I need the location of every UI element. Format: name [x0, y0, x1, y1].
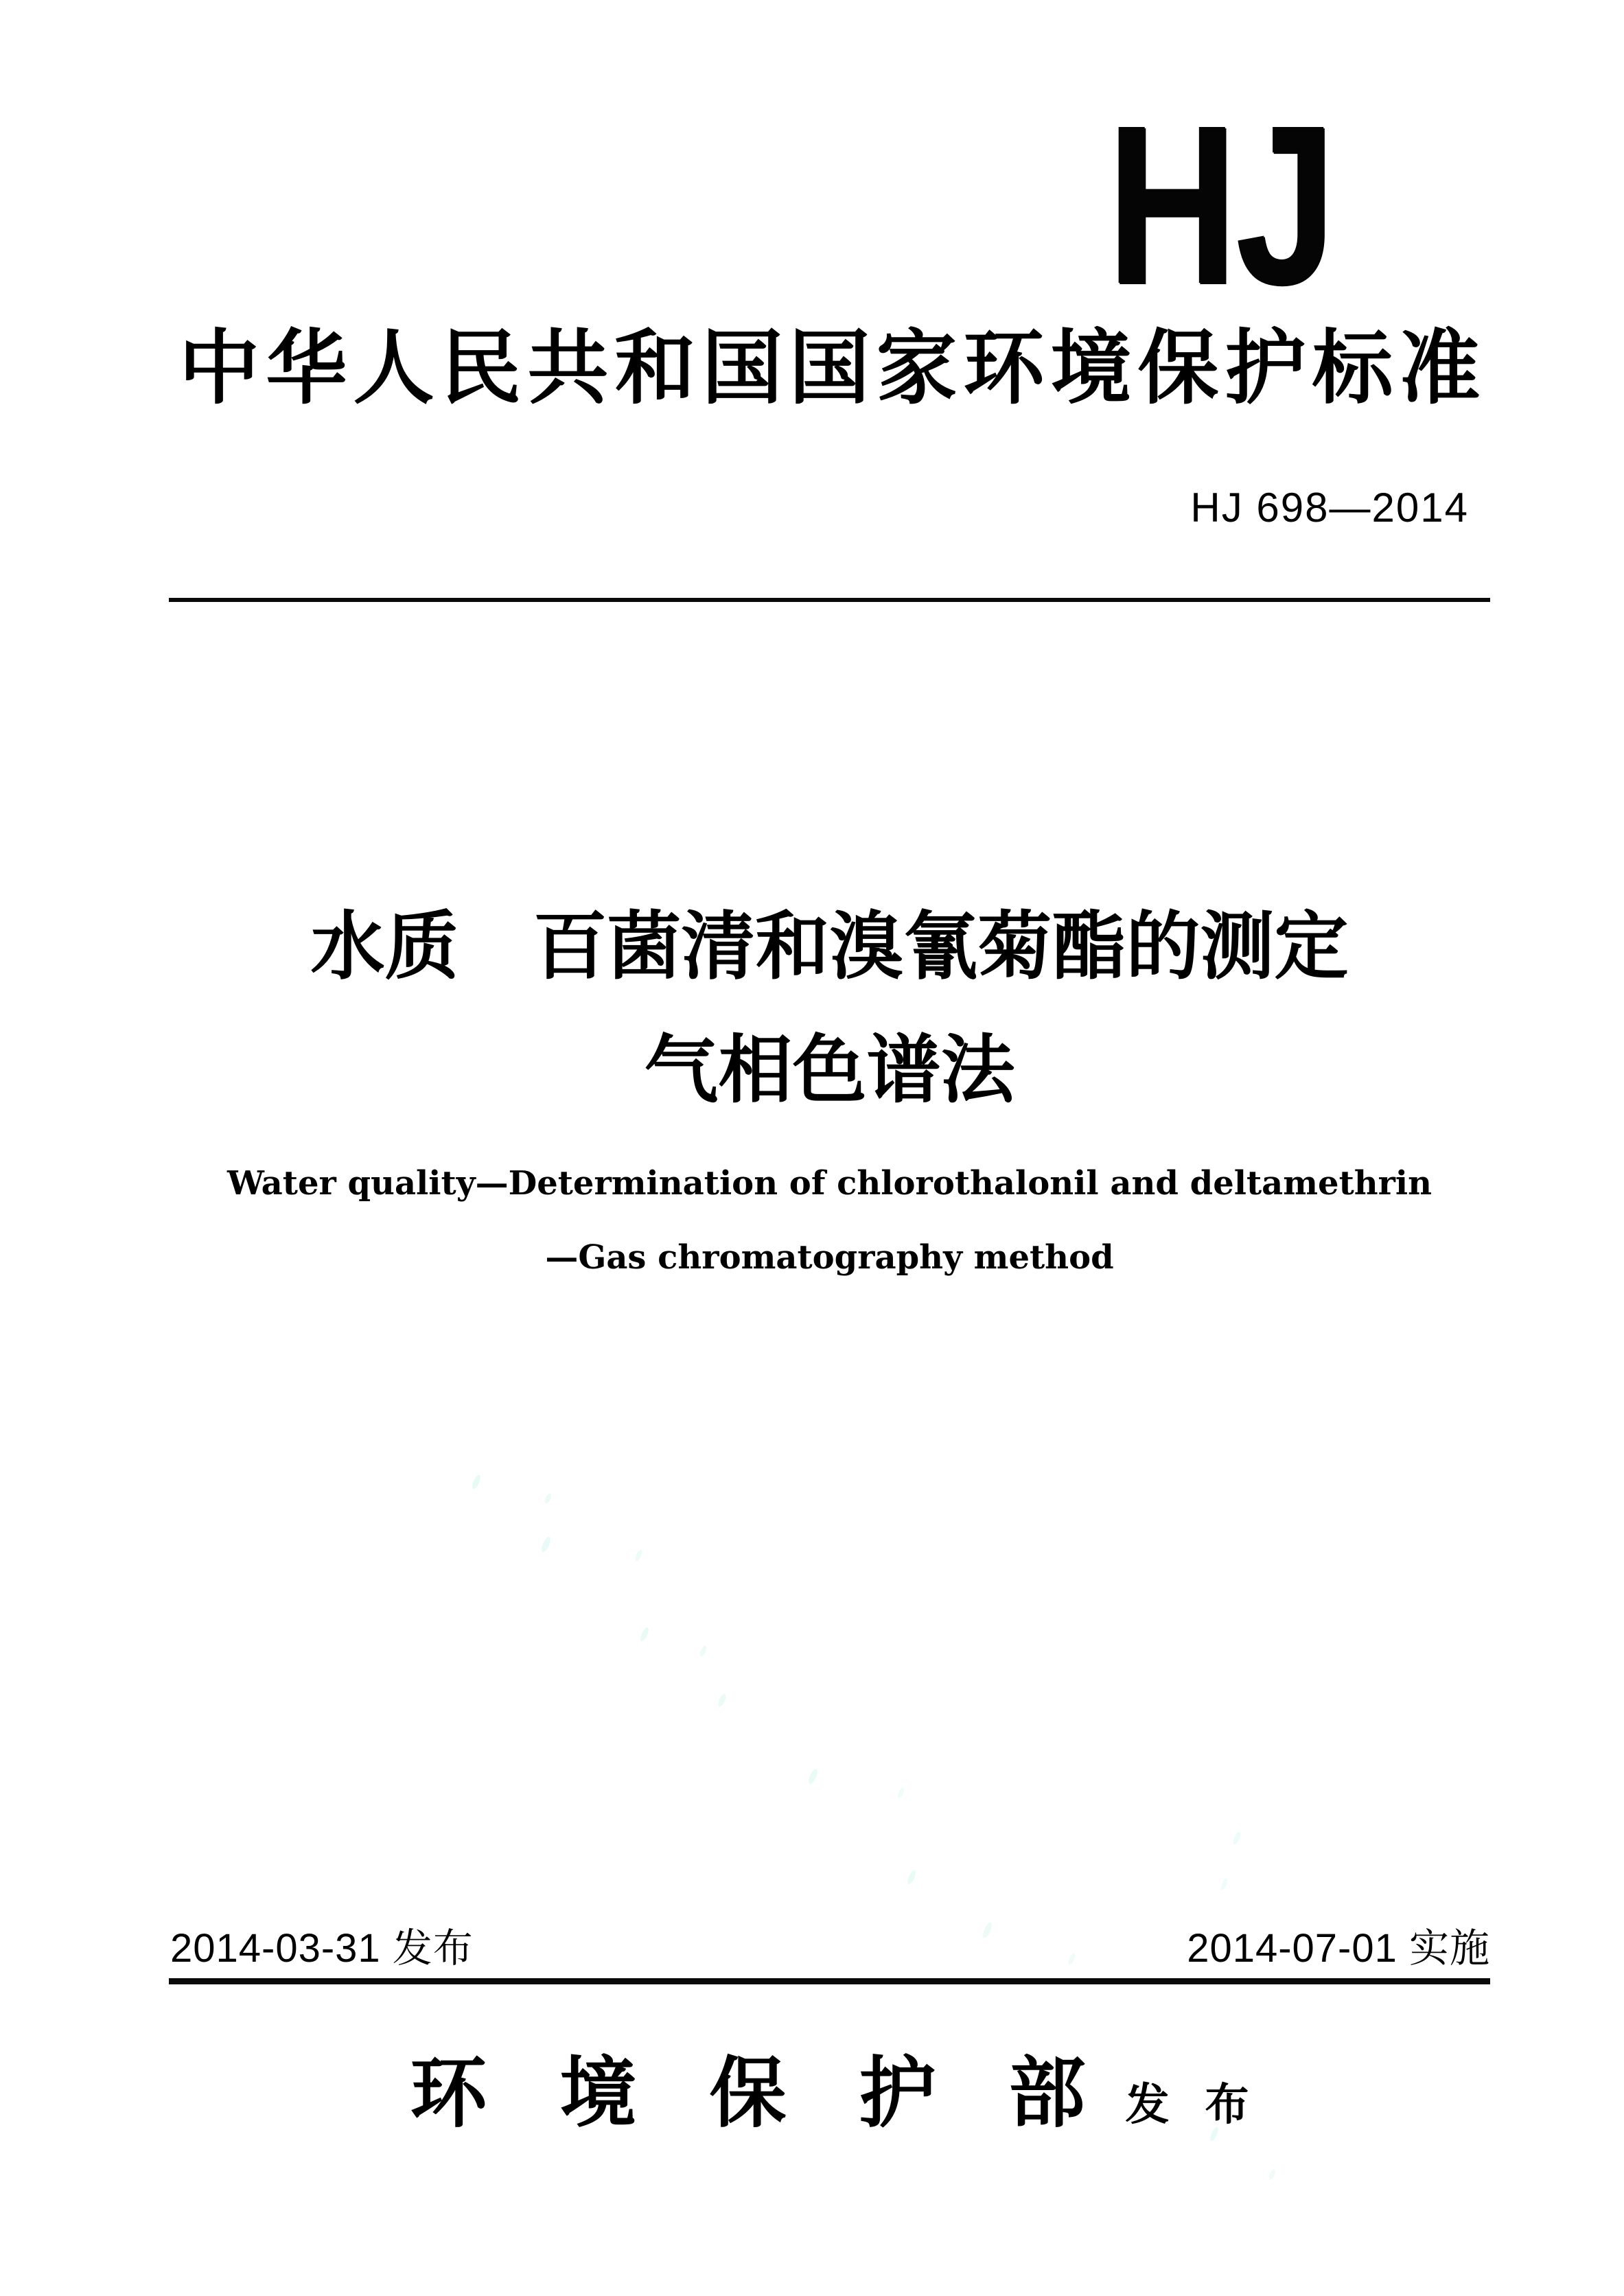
- doc-title-en-line1: Water quality—Determination of chlorothalonil and deltamethrin: [227, 1164, 1432, 1203]
- watermark-speck: [906, 1869, 917, 1885]
- standard-number: HJ 698—2014: [1190, 485, 1469, 531]
- watermark-speck: [699, 1645, 708, 1657]
- publisher-name: 环境保护部: [410, 2048, 1159, 2138]
- watermark-speck: [1067, 1952, 1077, 1965]
- publish-label: 发布: [1125, 2079, 1285, 2131]
- publisher-row: [169, 2048, 1490, 2138]
- watermark-speck: [807, 1767, 820, 1785]
- doc-title-en-line2: —Gas chromatography method: [545, 1238, 1114, 1277]
- bottom-divider: [169, 1978, 1490, 1984]
- watermark-speck: [540, 1535, 553, 1553]
- watermark-speck: [634, 1549, 644, 1562]
- doc-title-zh-line1: 水质 百菌清和溴氰菊酯的测定: [310, 904, 1349, 990]
- watermark-speck: [471, 1474, 482, 1489]
- watermark-speck: [639, 1626, 650, 1642]
- doc-title-zh-line2: 气相色谱法: [644, 1028, 1015, 1113]
- watermark-speck: [896, 1787, 905, 1798]
- issue-date: 2014-03-31 发布: [170, 1926, 474, 1971]
- watermark-speck: [544, 1492, 553, 1504]
- hj-logo: HJ: [1106, 78, 1334, 331]
- top-divider: [169, 598, 1490, 602]
- watermark-speck: [717, 1693, 727, 1708]
- watermark-speck: [1231, 1831, 1242, 1846]
- watermark-speck: [1268, 2168, 1277, 2180]
- implementation-date: 2014-07-01 实施: [1187, 1926, 1490, 1971]
- watermark-speck: [1220, 1877, 1229, 1890]
- national-standard-header: 中华人民共和国国家环境保护标准: [178, 320, 1487, 415]
- watermark-speck: [982, 1921, 994, 1939]
